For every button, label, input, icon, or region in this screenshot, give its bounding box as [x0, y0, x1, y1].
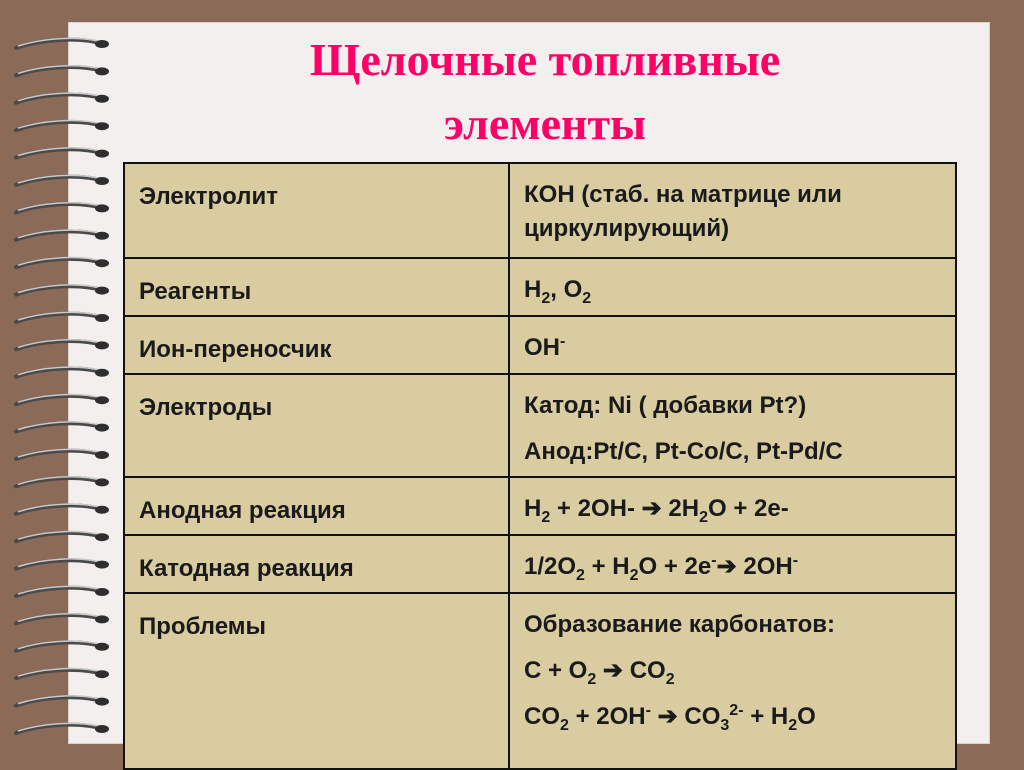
value-line: $C + O_2$ ➔ $CO_2$: [524, 657, 675, 688]
slide-title: [150, 28, 940, 156]
row-value: OH-: [509, 316, 956, 374]
row-key: Анодная реакция: [124, 477, 509, 535]
row-value: $H_2$, $O_2$: [509, 258, 956, 316]
table-row: [124, 374, 956, 477]
row-key: Проблемы: [124, 593, 509, 769]
value-line: $CO_2 + 2OH^-$ ➔ $CO_3^{2-} + H_2O$: [524, 702, 816, 734]
row-key: Катодная реакция: [124, 535, 509, 593]
table-row: [124, 477, 956, 535]
row-key: Реагенты: [124, 258, 509, 316]
row-value: [509, 374, 956, 477]
table-row: [124, 535, 956, 593]
title-line-1: Щелочные топливные: [309, 34, 781, 85]
row-value: [509, 163, 956, 258]
row-key: Электролит: [124, 163, 509, 258]
row-value: $1/2O_2 + H_2O$ + 2e-➔ 2OH-: [509, 535, 956, 593]
table-row: [124, 593, 956, 769]
title-line-2: элементы: [443, 98, 647, 149]
table-row: [124, 258, 956, 316]
value-line: Катод: Ni ( добавки Pt?): [524, 392, 807, 419]
value-line: циркулирующий): [524, 215, 730, 242]
table-row: [124, 316, 956, 374]
spiral-binding-icon: [8, 22, 118, 744]
value-line: КОН (стаб. на матрице или: [524, 181, 842, 208]
row-key: Ион-переносчик: [124, 316, 509, 374]
fuel-cell-table: [123, 162, 957, 770]
value-line: Анод:Pt/C, Pt-Co/C, Pt-Pd/C: [524, 438, 843, 465]
row-value: [509, 593, 956, 769]
value-line: Образование карбонатов:: [524, 611, 836, 638]
row-key: Электроды: [124, 374, 509, 477]
row-value: $H_2 + 2OH-$ ➔ $2H_2O + 2e-$: [509, 477, 956, 535]
table-row: [124, 163, 956, 258]
